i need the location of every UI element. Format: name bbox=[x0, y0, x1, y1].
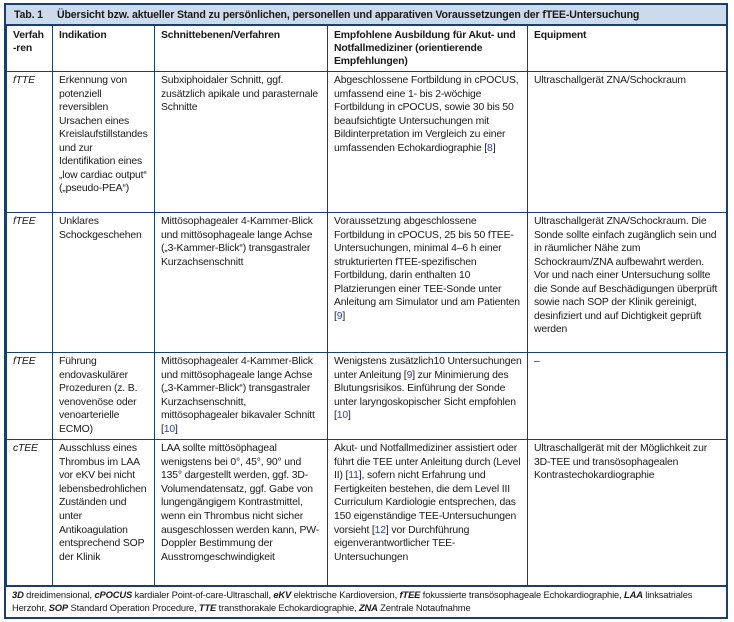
cell-verfahren: cTEE bbox=[7, 440, 53, 586]
cell-indikation: Ausschluss eines Thrombus im LAA vor eKV bei nicht lebensbedrohlichen Zuständen und unter Antikoagulation entsprechend SOP der Klinik bbox=[53, 440, 155, 586]
footnote-abbr: eKV bbox=[273, 589, 292, 601]
table-1 bbox=[4, 3, 728, 619]
table-row bbox=[7, 353, 727, 440]
footnote-desc: fokussierte transösophageale Echokardiographie, bbox=[420, 589, 625, 601]
cell-indikation: Führung endovaskulärer Prozeduren (z. B. venovenöse oder venoarterielle ECMO) bbox=[53, 353, 155, 440]
table-footnotes bbox=[6, 586, 726, 617]
col-header-schnittebenen: Schnittebenen/Verfahren bbox=[155, 26, 328, 72]
footnote-abbr: 3D bbox=[12, 589, 24, 601]
cell-schnittebenen: Subxiphoidaler Schnitt, ggf. zusätzlich apikale und parasternale Schnitte bbox=[155, 72, 328, 213]
cell-ausbildung: Akut- und Notfallmediziner assistiert oder führt die TEE unter Anleitung durch (Level II) [11], sofern nicht Erfahrung und Fertigkeiten bestehen, die dem Level III Curriculum Kardiologie entsprechen, das 150 eigenständige TEE-Untersuchungen vorsieht [12] vor Durchführung eigenverantwortlicher TEE-Untersuchungen bbox=[328, 440, 528, 586]
cell-equipment: Ultraschallgerät ZNA/Schockraum bbox=[528, 72, 727, 213]
footnote-desc: kardialer Point-of-care-Ultraschall, bbox=[132, 589, 274, 601]
table-label: Tab. 1 bbox=[14, 8, 43, 21]
cell-ausbildung: Abgeschlossene Fortbildung in cPOCUS, umfassend eine 1- bis 2-wöchige Fortbildung in cPOCUS, sowie 30 bis 50 beaufsichtigte Untersuchungen mit Bildinterpretation im Vergleich zu einer umfassenden Echokardiographie [8] bbox=[328, 72, 528, 213]
cell-equipment: Ultraschallgerät mit der Möglichkeit zur 3D-TEE und transösophagealen Kontrastechokardiographie bbox=[528, 440, 727, 586]
citation-link[interactable]: 11 bbox=[348, 470, 359, 482]
footnote-desc: transthorakale Echokardiographie, bbox=[216, 601, 359, 613]
citation-link[interactable]: 8 bbox=[487, 142, 493, 154]
citation-link[interactable]: 12 bbox=[374, 524, 386, 536]
cell-indikation: Unklares Schockgeschehen bbox=[53, 213, 155, 353]
data-table bbox=[6, 25, 727, 586]
cell-ausbildung: Voraussetzung abgeschlossene Fortbildung in cPOCUS, 25 bis 50 fTEE-Untersuchungen, minimal 4–6 h einer strukturierten fTEE-spezifischen Fortbildung, darin enthalten 10 Platzierungen einer TEE-Sonde unter Anleitung am Simulator und am Patienten [9] bbox=[328, 213, 528, 353]
footnote-abbr: ZNA bbox=[358, 601, 378, 613]
cell-verfahren: fTTE bbox=[7, 72, 53, 213]
footnote-desc: linksatriales Herzohr, bbox=[12, 589, 693, 613]
table-caption: Übersicht bzw. aktueller Stand zu persönlichen, personellen und apparativen Voraussetzungen der fTEE-Untersuchung bbox=[56, 8, 640, 21]
cell-schnittebenen: Mittösophagealer 4-Kammer-Blick und mittösophageale lange Achse („3-Kammer-Blick“) transgastraler Kurzachsenschnitt, mittösophagealer bikavaler Schnitt [10] bbox=[155, 353, 328, 440]
cell-schnittebenen: LAA sollte mittösöphageal wenigstens bei 0°, 45°, 90° und 135° dargestellt werden, ggf. 3D-Volumendatensatz, ggf. Gabe von lungengängigem Kontrastmittel, wenn ein Thrombus nicht sicher ausgeschlossen werden kann, PW-Doppler Bestimmung der Ausstromgeschwindigkeit bbox=[155, 440, 328, 586]
cell-verfahren: fTEE bbox=[7, 353, 53, 440]
table-row bbox=[7, 440, 727, 586]
cell-ausbildung: Wenigstens zusätzlich10 Untersuchungen unter Anleitung [9] zur Minimierung des Blutungsrisikos. Einführung der Sonde unter laryngoskopischer Sicht empfohlen [10] bbox=[328, 353, 528, 440]
col-header-equipment: Equipment bbox=[528, 26, 727, 72]
footnote-abbr: TTE bbox=[198, 601, 217, 613]
col-header-ausbildung: Empfohlene Ausbildung für Akut- und Notfallmediziner (orientierende Empfehlungen) bbox=[328, 26, 528, 72]
table-row bbox=[7, 213, 727, 353]
cell-schnittebenen: Mittösophagealer 4-Kammer-Blick und mittösophageale lange Achse („3-Kammer-Blick“) transgastraler Kurzachsenschnitt bbox=[155, 213, 328, 353]
footnote-desc: elektrische Kardioversion, bbox=[291, 589, 400, 601]
citation-link[interactable]: 10 bbox=[336, 410, 349, 422]
citation-link[interactable]: 10 bbox=[163, 423, 176, 435]
footnote-abbr: LAA bbox=[624, 589, 643, 601]
footnote-abbr: SOP bbox=[48, 601, 69, 613]
footnote-desc: Standard Operation Procedure, bbox=[68, 601, 199, 613]
cell-equipment: – bbox=[528, 353, 727, 440]
citation-link[interactable]: 9 bbox=[406, 369, 413, 381]
cell-indikation: Erkennung von potenziell reversiblen Ursachen eines Kreislaufstillstandes und zur Identifikation eines „low cardiac output“ („pseudo-PEA“) bbox=[53, 72, 155, 213]
table-caption-bar bbox=[6, 5, 726, 25]
cell-equipment: Ultraschallgerät ZNA/Schockraum. Die Sonde sollte einfach zugänglich sein und in räumlicher Nähe zum Schockraum/ZNA aufbewahrt werden. Vor und nach einer Untersuchung sollte die Sonde auf Beschädigungen überprüft sowie nach SOP der Klinik gereinigt, desinfiziert und auf Dichtigkeit geprüft werden bbox=[528, 213, 727, 353]
footnote-abbr: cPOCUS bbox=[94, 589, 133, 601]
col-header-indikation: Indikation bbox=[53, 26, 155, 72]
cell-verfahren: fTEE bbox=[7, 213, 53, 353]
footnote-desc: Zentrale Notaufnahme bbox=[377, 601, 471, 613]
col-header-verfahren: Verfah-ren bbox=[7, 26, 53, 72]
footnote-desc: dreidimensional, bbox=[23, 589, 95, 601]
citation-link[interactable]: 9 bbox=[336, 310, 343, 322]
table-row bbox=[7, 72, 727, 213]
footnote-abbr: fTEE bbox=[399, 589, 421, 601]
header-row bbox=[7, 26, 727, 72]
